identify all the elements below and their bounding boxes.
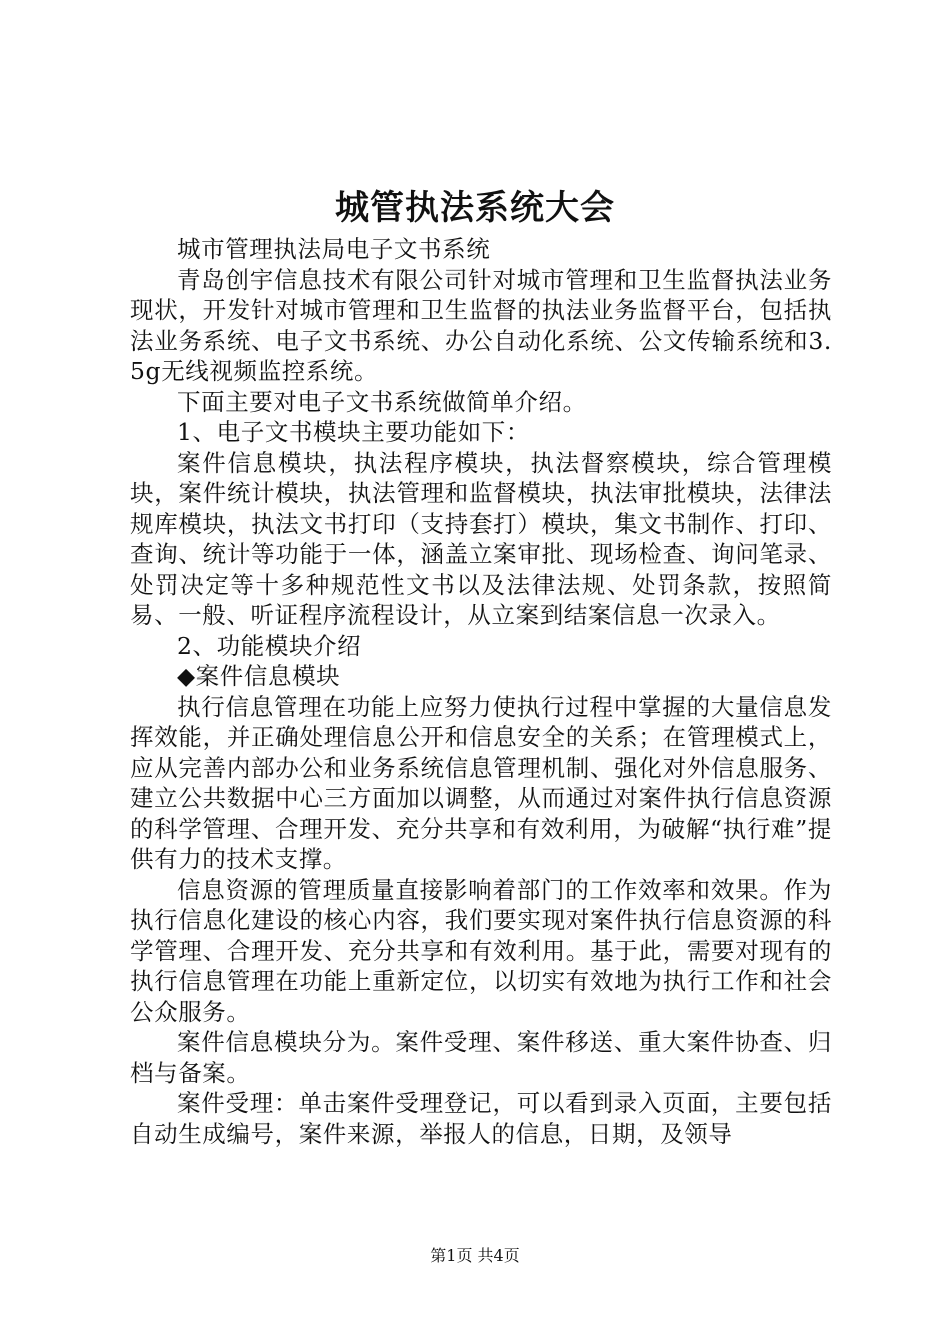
page-number-footer: 第1页 共4页 (430, 1246, 520, 1265)
paragraph: 1、电子文书模块主要功能如下： (177, 418, 530, 446)
paragraph: 信息资源的管理质量直接影响着部门的工作效率和效果。作为执行信息化建设的核心内容，我们要实现对案件执行信息资源的科学管理、合理开发、充分共享和有效利用。基于此，需要对现有的执行信息管理在功能上重新定位，以切实有效地为执行工作和社会公众服务。 (130, 875, 832, 1026)
document-title: 城管执法系统大会 (335, 188, 615, 228)
paragraph: 城市管理执法局电子文书系统 (177, 235, 491, 263)
paragraph: ◆案件信息模块 (177, 662, 341, 690)
paragraph: 青岛创宇信息技术有限公司针对城市管理和卫生监督执法业务现状，开发针对城市管理和卫生监督的执法业务监督平台，包括执法业务系统、电子文书系统、办公自动化系统、公文传输系统和3.5g无线视频监控系统。 (130, 265, 832, 385)
paragraph: 2、功能模块介绍 (177, 631, 362, 660)
paragraph: 下面主要对电子文书系统做简单介绍。 (177, 387, 587, 416)
paragraph: 案件信息模块，执法程序模块，执法督察模块，综合管理模块，案件统计模块，执法管理和监督模块，执法审批模块，法律法规库模块，执法文书打印（支持套打）模块，集文书制作、打印、查询、统计等功能于一体，涵盖立案审批、现场检查、询问笔录、处罚决定等十多种规范性文书以及法律法规、处罚条款，按照简易、一般、听证程序流程设计，从立案到结案信息一次录入。 (130, 448, 832, 629)
paragraph: 案件信息模块分为。案件受理、案件移送、重大案件协查、归档与备案。 (130, 1028, 832, 1087)
paragraph: 案件受理：单击案件受理登记，可以看到录入页面，主要包括自动生成编号，案件来源，举报人的信息，日期，及领导 (130, 1089, 832, 1148)
paragraph: 执行信息管理在功能上应努力使执行过程中掌握的大量信息发挥效能，并正确处理信息公开和信息安全的关系；在管理模式上，应从完善内部办公和业务系统信息管理机制、强化对外信息服务、建立公共数据中心三方面加以调整，从而通过对案件执行信息资源的科学管理、合理开发、充分共享和有效利用，为破解“执行难”提供有力的技术支撑。 (130, 692, 832, 873)
document-body (130, 234, 832, 1149)
